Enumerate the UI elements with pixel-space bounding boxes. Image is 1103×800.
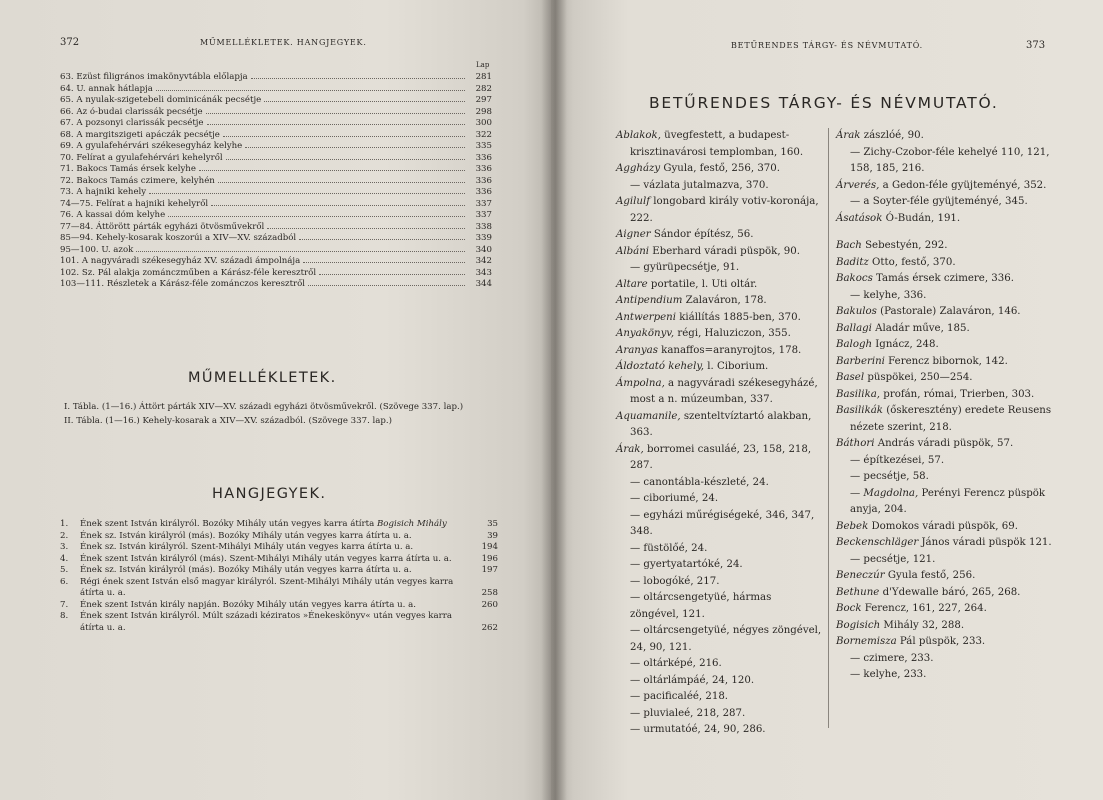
index-text: — kelyhe, 233. bbox=[850, 669, 927, 680]
index-text: (Pastorale) Zalaváron, 146. bbox=[876, 306, 1021, 317]
left-page-number: 372 bbox=[60, 37, 80, 48]
index-entry bbox=[836, 178, 1052, 195]
music-page-number: 260 bbox=[481, 599, 498, 610]
toc-label: 102. Sz. Pál alakja zománczműben a Kárász-féle keresztről bbox=[60, 267, 317, 278]
toc-label: 95—100. U. azok bbox=[60, 244, 134, 255]
music-title: Ének szent István királyról (más). Szent-Mihályi Mihály után vegyes karra átírta u. a. bbox=[80, 553, 452, 564]
index-text: — vázlata jutalmazva, 370. bbox=[630, 179, 769, 191]
index-text: — oltárcsengetyüé, hármas zöngével, 121. bbox=[630, 592, 772, 620]
toc-page-number: 335 bbox=[475, 141, 492, 151]
index-entry bbox=[616, 128, 822, 161]
toc-page-number: 282 bbox=[475, 83, 492, 94]
index-headword: Bach bbox=[836, 240, 862, 251]
toc-label: 85—94. Kehely-kosarak koszorúi a XIV—XV. századból bbox=[60, 233, 297, 243]
toc-row bbox=[60, 267, 492, 279]
index-text: d'Ydewalle báró, 265, 268. bbox=[879, 586, 1021, 598]
toc-row bbox=[60, 232, 492, 244]
toc-page-number: 297 bbox=[475, 95, 492, 105]
toc-row bbox=[60, 106, 492, 118]
index-headword: Bornemisza bbox=[836, 636, 897, 647]
index-entry bbox=[836, 568, 1052, 585]
index-text: püspökei, 250—254. bbox=[864, 372, 973, 383]
index-text: — kelyhe, 336. bbox=[850, 289, 927, 301]
index-text: Otto, festő, 370. bbox=[868, 256, 956, 268]
page-column-label: Lap bbox=[476, 61, 490, 69]
index-entry bbox=[616, 508, 822, 541]
music-text bbox=[80, 542, 413, 552]
index-text: — czimere, 233. bbox=[850, 652, 934, 664]
leader-dots bbox=[199, 163, 465, 171]
index-entry bbox=[616, 409, 822, 442]
index-headword: Aquamanile, bbox=[616, 410, 681, 422]
index-text: Gyula festő, 256. bbox=[884, 570, 976, 581]
leader-dots bbox=[223, 129, 465, 137]
toc-row bbox=[60, 175, 492, 187]
left-page bbox=[0, 0, 551, 800]
index-headword: Aigner bbox=[616, 229, 651, 240]
index-entry bbox=[616, 359, 822, 376]
index-headword: Árverés, bbox=[836, 179, 880, 191]
toc-label: 103—111. Részletek a Kárász-féle zománczos keresztről bbox=[60, 279, 306, 289]
music-entry bbox=[60, 565, 498, 577]
index-entry bbox=[616, 673, 822, 690]
leader-dots bbox=[136, 244, 465, 252]
leader-dots bbox=[251, 71, 465, 79]
toc-label: 70. Felírat a gyulafehérvári kehelyről bbox=[60, 152, 223, 163]
index-entry bbox=[616, 277, 822, 294]
index-headword: Bakulos bbox=[836, 306, 877, 317]
index-text: kanaffos=aranyrojtos, 178. bbox=[657, 344, 802, 356]
index-headword: Basilika, bbox=[836, 388, 881, 400]
index-entry bbox=[616, 442, 822, 475]
index-entry bbox=[836, 601, 1052, 618]
toc-row bbox=[60, 278, 492, 290]
index-headword: Ballagi bbox=[836, 322, 872, 334]
index-headword: Balogh bbox=[836, 339, 873, 350]
index-text: Sándor építész, 56. bbox=[650, 229, 754, 240]
music-title: Ének szent István királyról. Múlt századi kéziratos »Énekeskönyv« után vegyes karra átírta u. a. bbox=[80, 611, 452, 633]
index-headword: Bogisich bbox=[836, 619, 881, 631]
leader-dots bbox=[299, 232, 465, 240]
toc-label: 76. A kassai dóm kelyhe bbox=[60, 210, 166, 220]
music-page-number: 196 bbox=[481, 553, 498, 564]
music-text bbox=[80, 577, 453, 599]
index-entry bbox=[616, 194, 822, 227]
index-headword: Beckenschläger bbox=[836, 537, 919, 548]
index-entry bbox=[616, 326, 822, 343]
index-text: l. Ciborium. bbox=[703, 361, 769, 372]
index-entry bbox=[616, 475, 822, 492]
leader-dots bbox=[303, 255, 465, 263]
book-gutter bbox=[541, 0, 567, 800]
music-entry bbox=[60, 542, 498, 554]
index-entry bbox=[616, 491, 822, 508]
toc-label: 65. A nyulak-szigetebeli dominicánák pecsétje bbox=[60, 95, 262, 105]
index-entry bbox=[836, 354, 1052, 371]
leader-dots bbox=[245, 140, 465, 148]
index-text: Domokos váradi püspök, 69. bbox=[868, 520, 1018, 532]
index-headword: Ámpolna, bbox=[616, 377, 665, 389]
toc-label: 71. Bakocs Tamás érsek kelyhe bbox=[60, 164, 196, 174]
index-text: borromei casuláé, 23, 158, 218, 287. bbox=[630, 443, 812, 471]
toc-label: 73. A hajniki kehely bbox=[60, 187, 147, 197]
index-text: — pecsétje, 121. bbox=[850, 553, 936, 565]
index-text: profán, római, Trierben, 303. bbox=[880, 388, 1035, 400]
index-headword: Antipendium bbox=[616, 295, 683, 306]
index-text: régi, Haluziczon, 355. bbox=[674, 328, 791, 339]
music-entry bbox=[60, 554, 498, 566]
index-headword: Basilikák bbox=[836, 405, 883, 416]
music-page-number: 258 bbox=[481, 588, 498, 598]
index-text: Ferencz, 161, 227, 264. bbox=[861, 603, 987, 614]
toc-row bbox=[60, 198, 492, 210]
index-text: — pecsétje, 58. bbox=[850, 471, 929, 482]
right-page-number: 373 bbox=[1026, 40, 1046, 51]
index-entry bbox=[836, 238, 1052, 255]
index-text: Ferencz bibornok, 142. bbox=[884, 355, 1008, 367]
illustration-list bbox=[60, 71, 492, 290]
toc-label: 72. Bakocs Tamás czimere, kelyhén bbox=[60, 175, 215, 186]
index-entry bbox=[836, 469, 1052, 486]
leader-dots bbox=[267, 221, 465, 229]
index-text: szenteltvíztartó alakban, 363. bbox=[630, 410, 812, 438]
toc-row bbox=[60, 94, 492, 106]
index-entry bbox=[616, 178, 822, 195]
index-title: BETŰRENDES TÁRGY- ÉS NÉVMUTATÓ. bbox=[649, 94, 999, 112]
leader-dots bbox=[226, 152, 465, 160]
toc-page-number: 337 bbox=[475, 198, 492, 209]
index-entry bbox=[616, 574, 822, 591]
toc-label: 74—75. Felírat a hajniki kehelyről bbox=[60, 198, 209, 209]
index-entry bbox=[836, 453, 1052, 470]
toc-row bbox=[60, 71, 492, 83]
index-text: Sebestyén, 292. bbox=[861, 240, 948, 251]
index-entry bbox=[836, 436, 1052, 453]
column-divider bbox=[828, 128, 829, 728]
index-text: a nagyváradi székesegyházé, most a n. múzeumban, 337. bbox=[630, 377, 818, 405]
index-headword: Barberini bbox=[836, 355, 885, 367]
index-entry bbox=[836, 304, 1052, 321]
music-page-number: 35 bbox=[487, 519, 498, 529]
index-text: — pluvialeé, 218, 287. bbox=[630, 707, 746, 719]
toc-label: 68. A margitszigeti apáczák pecsétje bbox=[60, 129, 220, 140]
music-text bbox=[80, 554, 452, 564]
index-text: portatile, l. Uti oltár. bbox=[647, 278, 758, 290]
index-headword: Bock bbox=[836, 603, 862, 614]
toc-page-number: 336 bbox=[475, 152, 492, 163]
index-entry bbox=[836, 552, 1052, 569]
music-title: Ének sz. István királyról (más). Bozóky Mihály után vegyes karra átírta u. a. bbox=[80, 565, 412, 575]
index-headword: Báthori bbox=[836, 438, 875, 449]
toc-row bbox=[60, 117, 492, 129]
index-text: — építkezései, 57. bbox=[850, 454, 945, 466]
index-headword: Bebek bbox=[836, 520, 869, 532]
index-text: — oltárcsengetyüé, négyes zöngével, 24, 90, 121. bbox=[630, 625, 822, 653]
toc-label: 69. A gyulafehérvári székesegyház kelyhe bbox=[60, 141, 243, 151]
index-entry bbox=[836, 370, 1052, 387]
music-text bbox=[80, 565, 412, 575]
index-text: — ciboriumé, 24. bbox=[630, 493, 719, 504]
index-text: — egyházi műrégiségeké, 346, 347, 348. bbox=[630, 509, 815, 537]
toc-label: 64. U. annak hátlapja bbox=[60, 83, 153, 94]
index-entry bbox=[836, 651, 1052, 668]
index-entry bbox=[836, 255, 1052, 272]
index-text: a Gedon-féle gyüjteményé, 352. bbox=[879, 179, 1047, 191]
music-number: 6. bbox=[60, 576, 69, 587]
index-headword: Aranyas bbox=[616, 344, 658, 356]
index-entry bbox=[616, 260, 822, 277]
index-entry bbox=[616, 590, 822, 623]
index-headword: Bethune bbox=[836, 586, 880, 598]
index-headword: Baditz bbox=[836, 256, 869, 268]
music-page-number: 39 bbox=[487, 530, 498, 541]
index-entry bbox=[836, 145, 1052, 178]
toc-row bbox=[60, 244, 492, 256]
index-entry bbox=[836, 271, 1052, 288]
leader-dots bbox=[207, 117, 465, 125]
index-entry bbox=[836, 403, 1052, 436]
index-entry bbox=[836, 486, 1052, 519]
toc-page-number: 322 bbox=[475, 129, 492, 140]
music-arranger: Bogisich Mihály bbox=[376, 519, 447, 529]
toc-row bbox=[60, 163, 492, 175]
index-headword: — Magdolna, bbox=[850, 487, 919, 499]
music-entry bbox=[60, 600, 498, 612]
index-entry bbox=[836, 519, 1052, 536]
music-number: 4. bbox=[60, 553, 69, 564]
index-headword: Antwerpeni bbox=[616, 311, 677, 323]
index-entry bbox=[616, 557, 822, 574]
index-entry bbox=[836, 321, 1052, 338]
index-entry bbox=[616, 623, 822, 656]
index-entry bbox=[836, 634, 1052, 651]
music-text bbox=[80, 519, 447, 529]
index-text: — gyürüpecsétje, 91. bbox=[630, 262, 740, 273]
index-entry bbox=[836, 535, 1052, 552]
index-text: — oltárlámpáé, 24, 120. bbox=[630, 674, 755, 686]
toc-page-number: 300 bbox=[475, 118, 492, 128]
toc-label: 66. Az ó-budai clarissák pecsétje bbox=[60, 106, 203, 117]
toc-page-number: 298 bbox=[475, 106, 492, 117]
index-text: — gyertyatartóké, 24. bbox=[630, 559, 743, 570]
music-heading: HANGJEGYEK. bbox=[212, 486, 327, 502]
music-page-number: 197 bbox=[481, 565, 498, 575]
leader-dots bbox=[168, 209, 465, 217]
index-entry bbox=[616, 310, 822, 327]
leader-dots bbox=[308, 278, 465, 286]
leader-dots bbox=[319, 267, 465, 275]
music-title: Ének sz. István királyról. Szent-Mihályi Mihály után vegyes karra átírta u. a. bbox=[80, 542, 414, 552]
toc-label: 101. A nagyváradi székesegyház XV. századi ámpolnája bbox=[60, 256, 301, 266]
plates-list bbox=[64, 402, 496, 429]
leader-dots bbox=[211, 198, 465, 206]
right-running-head: BETŰRENDES TÁRGY- ÉS NÉVMUTATÓ. bbox=[731, 41, 923, 50]
music-number: 1. bbox=[60, 519, 69, 529]
index-headword: Beneczúr bbox=[836, 570, 885, 581]
index-entry bbox=[836, 667, 1052, 684]
plate-entry: II. Tábla. (1—16.) Kehely-kosarak a XIV—XV. századból. (Szövege 337. lap.) bbox=[64, 415, 393, 426]
index-entry bbox=[836, 387, 1052, 404]
toc-label: 67. A pozsonyi clarissák pecsétje bbox=[60, 118, 204, 128]
music-number: 8. bbox=[60, 611, 69, 621]
index-headword: Ásatások bbox=[836, 212, 883, 224]
leader-dots bbox=[218, 175, 465, 183]
index-headword: Albáni bbox=[616, 245, 650, 257]
index-entry bbox=[616, 244, 822, 261]
index-text: Tamás érsek czimere, 336. bbox=[872, 273, 1014, 284]
toc-row bbox=[60, 209, 492, 221]
toc-page-number: 342 bbox=[475, 256, 492, 266]
index-text: András váradi püspök, 57. bbox=[874, 438, 1014, 449]
index-entry bbox=[616, 376, 822, 409]
index-entry bbox=[836, 288, 1052, 305]
toc-label: 63. Ezüst filigrános imakönyvtábla előlapja bbox=[60, 72, 248, 82]
index-entry bbox=[616, 343, 822, 360]
index-entry bbox=[836, 618, 1052, 635]
index-entry bbox=[616, 227, 822, 244]
index-text: Ignácz, 248. bbox=[872, 339, 939, 350]
music-list bbox=[60, 519, 498, 634]
index-entry bbox=[836, 128, 1052, 145]
toc-page-number: 344 bbox=[475, 279, 492, 289]
music-number: 2. bbox=[60, 530, 69, 541]
index-entry bbox=[616, 161, 822, 178]
music-page-number: 262 bbox=[481, 622, 498, 633]
leader-dots bbox=[264, 94, 465, 102]
toc-row bbox=[60, 152, 492, 164]
index-headword: Altare bbox=[616, 278, 648, 290]
index-entry bbox=[616, 706, 822, 723]
index-text: Gyula, festő, 256, 370. bbox=[660, 163, 781, 174]
music-title: Ének szent István király napján. Bozóky Mihály után vegyes karra átírta u. a. bbox=[80, 599, 416, 610]
index-text: — lobogóké, 217. bbox=[630, 575, 720, 587]
index-headword: Bakocs bbox=[836, 273, 873, 284]
plates-heading: MŰMELLÉKLETEK. bbox=[188, 370, 337, 386]
music-page-number: 194 bbox=[481, 542, 498, 552]
index-headword: Agilulf bbox=[616, 196, 650, 207]
index-headword: Árak, bbox=[616, 443, 644, 455]
index-column-2 bbox=[836, 128, 1052, 684]
leader-dots bbox=[149, 186, 465, 194]
toc-row bbox=[60, 140, 492, 152]
toc-row bbox=[60, 255, 492, 267]
index-text: János váradi püspök 121. bbox=[918, 537, 1052, 548]
index-text: — urmutatóé, 24, 90, 286. bbox=[630, 724, 766, 735]
index-entry bbox=[836, 337, 1052, 354]
left-running-head: MŰMELLÉKLETEK. HANGJEGYEK. bbox=[200, 38, 367, 47]
toc-page-number: 281 bbox=[475, 72, 492, 82]
index-entry bbox=[836, 211, 1052, 228]
index-text: — oltárképé, 216. bbox=[630, 658, 722, 669]
toc-row bbox=[60, 83, 492, 95]
index-headword: Anyakönyv, bbox=[616, 328, 675, 339]
index-headword: Árak bbox=[836, 130, 861, 141]
music-title: Ének szent István királyról. Bozóky Mihály után vegyes karra átírta bbox=[80, 519, 375, 529]
index-text: Pál püspök, 233. bbox=[896, 636, 986, 647]
index-text: kiállítás 1885-ben, 370. bbox=[676, 311, 801, 323]
music-text bbox=[80, 531, 412, 541]
music-title: Ének sz. István királyról (más). Bozóky Mihály után vegyes karra átírta u. a. bbox=[80, 530, 412, 541]
index-text: Mihály 32, 288. bbox=[880, 619, 965, 631]
index-headword: Aggházy bbox=[616, 163, 661, 174]
toc-label: 77—84. Áttörött párták egyházi ötvösművekről bbox=[60, 221, 265, 232]
index-entry bbox=[616, 722, 822, 739]
index-headword: Áldoztató kehely, bbox=[616, 361, 704, 372]
toc-page-number: 340 bbox=[475, 244, 492, 255]
index-entry bbox=[836, 585, 1052, 602]
music-number: 3. bbox=[60, 542, 69, 552]
index-text: Ó-Budán, 191. bbox=[882, 212, 961, 224]
leader-dots bbox=[156, 83, 465, 91]
music-title: Régi ének szent István első magyar királyról. Szent-Mihályi Mihály után vegyes karra átírta u. a. bbox=[80, 576, 454, 598]
toc-row bbox=[60, 186, 492, 198]
leader-dots bbox=[206, 106, 465, 114]
toc-page-number: 336 bbox=[475, 175, 492, 186]
toc-page-number: 338 bbox=[475, 221, 492, 232]
index-headword: Basel bbox=[836, 372, 865, 383]
toc-page-number: 337 bbox=[475, 210, 492, 220]
index-text: — pacificaléé, 218. bbox=[630, 691, 729, 702]
music-entry bbox=[60, 519, 498, 531]
index-text: (őskeresztény) eredete Reusens nézete szerint, 218. bbox=[850, 405, 1052, 433]
music-text bbox=[80, 611, 452, 633]
toc-row bbox=[60, 221, 492, 233]
index-text: longobard király votiv-koronája, 222. bbox=[630, 196, 819, 224]
music-entry bbox=[60, 577, 498, 600]
index-headword: Ablakok, bbox=[616, 130, 661, 141]
toc-page-number: 343 bbox=[475, 267, 492, 278]
index-text: — füstölőé, 24. bbox=[630, 542, 708, 554]
toc-page-number: 339 bbox=[475, 233, 492, 243]
music-number: 7. bbox=[60, 599, 69, 610]
toc-page-number: 336 bbox=[475, 164, 492, 174]
index-entry bbox=[616, 541, 822, 558]
music-entry bbox=[60, 611, 498, 634]
music-text bbox=[80, 600, 416, 610]
index-text: zászlóé, 90. bbox=[860, 130, 924, 141]
index-text: Eberhard váradi püspök, 90. bbox=[649, 245, 800, 257]
toc-row bbox=[60, 129, 492, 141]
index-column-1 bbox=[616, 128, 822, 739]
index-text: üvegfestett, a budapest-krisztinavárosi templomban, 160. bbox=[630, 130, 804, 158]
index-entry bbox=[836, 194, 1052, 211]
index-text: — a Soyter-féle gyüjteményé, 345. bbox=[850, 196, 1028, 207]
index-text: Aladár műve, 185. bbox=[871, 322, 970, 334]
music-number: 5. bbox=[60, 565, 69, 575]
index-entry bbox=[616, 293, 822, 310]
index-text: — canontábla-készleté, 24. bbox=[630, 476, 769, 488]
index-text: Perényi Ferencz püspök anyja, 204. bbox=[850, 487, 1046, 515]
index-text: — Zichy-Czobor-féle kehelyé 110, 121, 158, 185, 216. bbox=[850, 146, 1050, 174]
index-entry bbox=[616, 689, 822, 706]
music-entry bbox=[60, 531, 498, 543]
index-text: Zalaváron, 178. bbox=[682, 295, 767, 306]
toc-page-number: 336 bbox=[475, 187, 492, 197]
plate-entry: I. Tábla. (1—16.) Áttört párták XIV—XV. századi egyházi ötvösművekről. (Szövege 337. lap.) bbox=[64, 402, 464, 412]
index-entry bbox=[616, 656, 822, 673]
